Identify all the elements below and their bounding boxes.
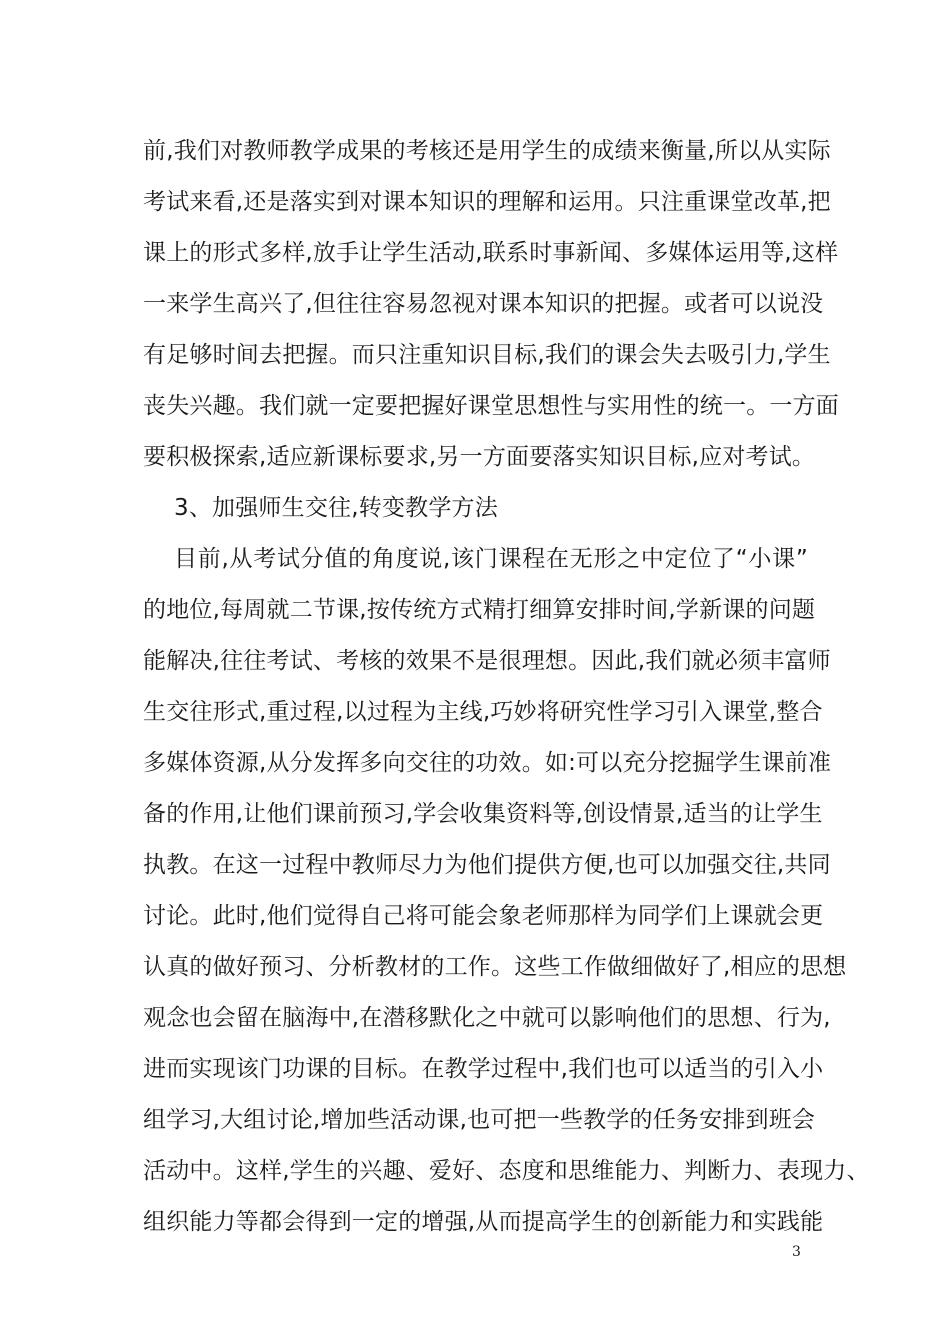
text-line: 多媒体资源,从分发挥多向交往的功效。如:可以充分挖掘学生课前准 — [143, 750, 832, 776]
text-line: 一来学生高兴了,但往往容易忽视对课本知识的把握。或者可以说没 — [143, 291, 824, 317]
text-line: 有足够时间去把握。而只注重知识目标,我们的课会失去吸引力,学生 — [143, 342, 831, 368]
text-line: 认真的做好预习、分析教材的工作。这些工作做细做好了,相应的思想 — [143, 954, 847, 980]
text-line: 组学习,大组讨论,增加些活动课,也可把一些教学的任务安排到班会 — [143, 1107, 816, 1133]
text-line: 能解决,往往考试、考核的效果不是很理想。因此,我们就必须丰富师 — [143, 648, 831, 674]
text-line: 备的作用,让他们课前预习,学会收集资料等,创设情景,适当的让学生 — [143, 801, 823, 827]
text-line: 组织能力等都会得到一定的增强,从而提高学生的创新能力和实践能 — [143, 1209, 824, 1235]
text-line: 生交往形式,重过程,以过程为主线,巧妙将研究性学习引入课堂,整合 — [143, 699, 823, 725]
text-line: 的地位,每周就二节课,按传统方式精打细算安排时间,学新课的问题 — [143, 597, 816, 623]
page-number: 3 — [792, 1244, 801, 1260]
text-line: 前,我们对教师教学成果的考核还是用学生的成绩来衡量,所以从实际 — [143, 138, 831, 164]
text-line: 课上的形式多样,放手让学生活动,联系时事新闻、多媒体运用等,这样 — [143, 240, 839, 266]
text-line: 考试来看,还是落实到对课本知识的理解和运用。只注重课堂改革,把 — [143, 189, 831, 215]
text-line: 观念也会留在脑海中,在潜移默化之中就可以影响他们的思想、行为, — [143, 1005, 831, 1031]
body-text — [143, 126, 870, 1248]
text-line: 讨论。此时,他们觉得自己将可能会象老师那样为同学们上课就会更 — [143, 903, 824, 929]
text-line: 丧失兴趣。我们就一定要把握好课堂思想性与实用性的统一。一方面 — [143, 393, 839, 419]
text-line: 进而实现该门功课的目标。在教学过程中,我们也可以适当的引入小 — [143, 1056, 824, 1082]
section-heading: 3、加强师生交往,转变教学方法 — [174, 495, 498, 521]
text-line: 活动中。这样,学生的兴趣、爱好、态度和思维能力、判断力、表现力、 — [143, 1158, 870, 1184]
text-line: 目前,从考试分值的角度说,该门课程在无形之中定位了“小课” — [174, 546, 808, 572]
text-line: 要积极探索,适应新课标要求,另一方面要落实知识目标,应对考试。 — [143, 444, 816, 470]
text-line: 执教。在这一过程中教师尽力为他们提供方便,也可以加强交往,共同 — [143, 852, 831, 878]
